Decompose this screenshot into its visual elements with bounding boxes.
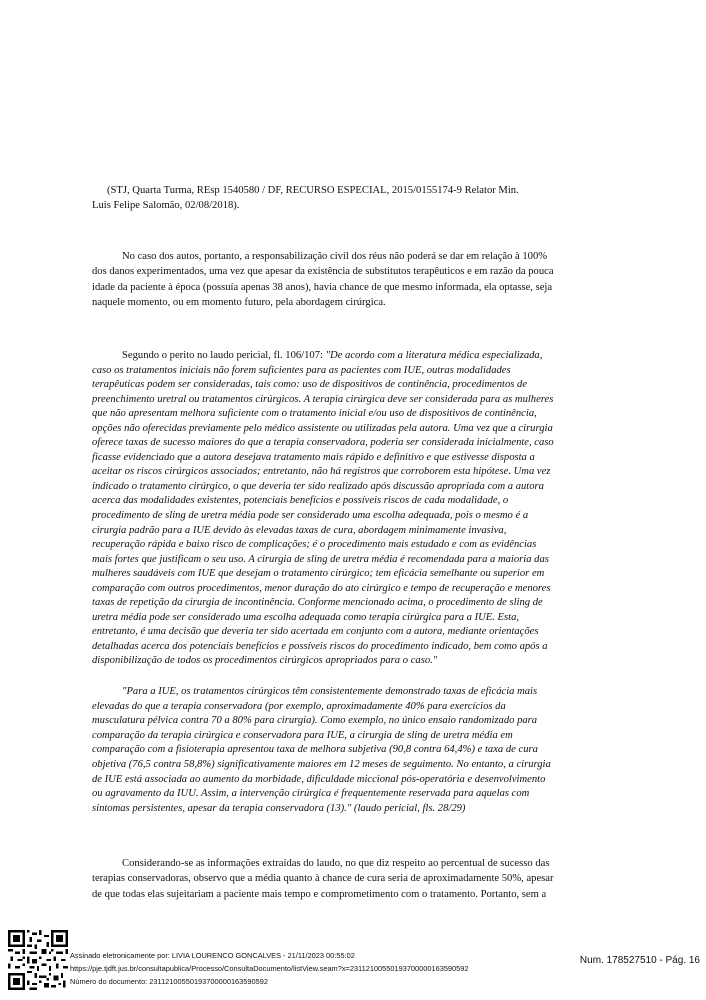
expert-quote-line: procedimento de sling de uretra média pode ser considerado uma escolha adequada, pois o mesmo é a bbox=[92, 510, 529, 522]
expert-quote-line: mulheres saudáveis com IUE que desejam o tratamento cirúrgico; tem eficácia semelhante ou superior em bbox=[92, 568, 545, 580]
citation-paragraph bbox=[92, 183, 607, 214]
expert-quote-line: uretra média pode ser considerado uma escolha adequada como terapia cirúrgica para a IUE. Esta, bbox=[92, 611, 520, 623]
expert-quote-line: terapêuticas podem ser consideradas, tais como: uso de dispositivos de continência, procedimentos de bbox=[92, 379, 528, 391]
quote-line: comparação com a fisioterapia apresentou taxa de melhora subjetiva (90,8 contra 64,4%) e taxa de cura bbox=[92, 744, 538, 756]
expert-quote-line: indicado o tratamento cirúrgico, o que deveria ter sido realizado após discussão apropriada com a autora bbox=[92, 480, 544, 492]
expert-quote-line: preenchimento uretral ou tratamentos cirúrgicos. A terapia cirúrgica deve ser considerada para as mulheres bbox=[92, 393, 554, 405]
expert-quote-line: entretanto, é uma decisão que deveria ter sido acertada em conjunto com a autora, mediante orientações bbox=[92, 626, 539, 638]
expert-first-line bbox=[92, 349, 607, 364]
expert-quote-line: caso os tratamentos iniciais não forem suficientes para as pacientes com IUE, outras modalidades bbox=[92, 364, 511, 376]
quote-line: sintomas persistentes, apesar da terapia conservadora (13)." (laudo pericial, fls. 28/29) bbox=[92, 802, 466, 814]
expert-report-paragraph bbox=[92, 349, 607, 669]
expert-quote-start: "De acordo com a literatura médica especializada, bbox=[325, 350, 543, 361]
expert-quote-line: aceitar os riscos cirúrgicos associados; entretanto, não há registros que corroborem esta hipótese. Uma vez bbox=[92, 466, 551, 478]
conclusion-line: de que todas elas sujeitariam a paciente mais tempo e comprometimento com o tratamento. Portanto, sem a bbox=[92, 888, 547, 900]
expert-quote-line: opções não oferecidas previamente pelo médico assistente ou utilizadas pela autora. Uma vez que a cirurgia bbox=[92, 422, 553, 434]
expert-quote-line: recuperação rápida e baixo risco de complicações; é o procedimento mais estudado e com as evidências bbox=[92, 539, 537, 551]
expert-quote-line: ficasse evidenciado que a autora desejava tratamento mais rápido e definitivo e que estivesse disposta a bbox=[92, 451, 535, 463]
conclusion-paragraph bbox=[92, 856, 607, 902]
quote-line: musculatura pélvica contra 70 a 80% para cirurgia). Como exemplo, no único ensaio randomizado para bbox=[92, 715, 538, 727]
expert-quote-line: taxas de repetição da cirurgia de incontinência. Conforme mencionado acima, o procedimento de sling de bbox=[92, 597, 543, 609]
footer-signature: Assinado eletronicamente por: LIVIA LOURENCO GONCALVES - 21/11/2023 00:55:02 bbox=[70, 951, 355, 960]
expert-quote-line: comparação com outros procedimentos, menor duração do ato cirúrgico e tempo de recuperação e menores bbox=[92, 582, 551, 594]
quote-line: objetiva (76,5 contra 58,8%) significativamente maiores em 12 meses de seguimento. No entanto, a cirurgia bbox=[92, 758, 551, 770]
case-line: naquele momento, ou em momento futuro, pela abordagem cirúrgica. bbox=[92, 296, 386, 308]
qr-code-icon bbox=[8, 930, 68, 990]
quote-line: comparação da terapia cirúrgica e conservadora para IUE, a cirurgia de sling de uretra média em bbox=[92, 729, 513, 741]
case-paragraph bbox=[92, 249, 607, 310]
expert-quote-line: disponibilização de todos os procedimentos cirúrgicos apropriados para o caso." bbox=[92, 655, 438, 667]
case-line: No caso dos autos, portanto, a responsabilização civil dos réus não poderá se dar em relação à 100% bbox=[122, 251, 548, 262]
case-line: idade da paciente à época (possuía apenas 38 anos), havia chance de que mesmo informada, ela optasse, seja bbox=[92, 281, 553, 293]
conclusion-line: Considerando-se as informações extraídas do laudo, no que diz respeito ao percentual de sucesso das bbox=[122, 858, 550, 869]
expert-quote-line: acerca das modalidades existentes, potenciais benefícios e possíveis riscos de cada modalidade, o bbox=[92, 495, 509, 507]
footer-page-reference: Num. 178527510 - Pág. 16 bbox=[579, 955, 700, 966]
expert-quote-line: oferece taxas de sucesso maiores do que a terapia conservadora, poderia ser considerada inicialmente, caso bbox=[92, 437, 554, 449]
quote-line: elevadas do que a terapia conservadora (por exemplo, aproximadamente 40% para exercícios da bbox=[92, 700, 506, 712]
quoted-paragraph bbox=[92, 685, 607, 816]
expert-quote-line: que não apresentam melhora suficiente com o tratamento inicial e/ou uso de dispositivos de continência, bbox=[92, 408, 537, 420]
quote-line: ou agravamento da IUU. Assim, a intervenção cirúrgica é frequentemente reservada para aquelas com bbox=[92, 788, 530, 800]
conclusion-line: terapias conservadoras, observo que a média quanto à chance de cura seria de aproximadamente 50%, apesar bbox=[92, 873, 554, 885]
expert-quote-line: cirurgia padrão para a IUE devido às elevadas taxas de cura, abordagem minimamente invasiva, bbox=[92, 524, 507, 536]
citation-line: (STJ, Quarta Turma, REsp 1540580 / DF, RECURSO ESPECIAL, 2015/0155174-9 Relator Min. bbox=[107, 185, 519, 196]
expert-quote-line: detalhadas acerca dos potenciais benefícios e possíveis riscos do procedimento indicado, bem como após a bbox=[92, 640, 548, 652]
expert-quote-line: mais fortes que justificam o seu uso. A cirurgia de sling de uretra média é recomendada para a maioria das bbox=[92, 553, 549, 565]
expert-intro: Segundo o perito no laudo pericial, fl. 106/107: bbox=[122, 350, 326, 361]
quote-line: de IUE está associada ao aumento da morbidade, dificuldade miccional pós-operatória e desenvolvimento bbox=[92, 773, 546, 785]
footer-url-link[interactable]: https://pje.tjdft.jus.br/consultapublica/Processo/ConsultaDocumento/listView.seam?x=23112100550193700000163590592 bbox=[70, 964, 469, 973]
quote-line: "Para a IUE, os tratamentos cirúrgicos têm consistentemente demonstrado taxas de eficácia mais bbox=[122, 686, 538, 697]
case-line: dos danos experimentados, uma vez que apesar da existência de substitutos terapêuticos e em razão da pouca bbox=[92, 266, 554, 278]
citation-line: Luis Felipe Salomão, 02/08/2018). bbox=[92, 200, 240, 212]
footer-document-number: Número do documento: 23112100550193700000163590592 bbox=[70, 977, 268, 986]
